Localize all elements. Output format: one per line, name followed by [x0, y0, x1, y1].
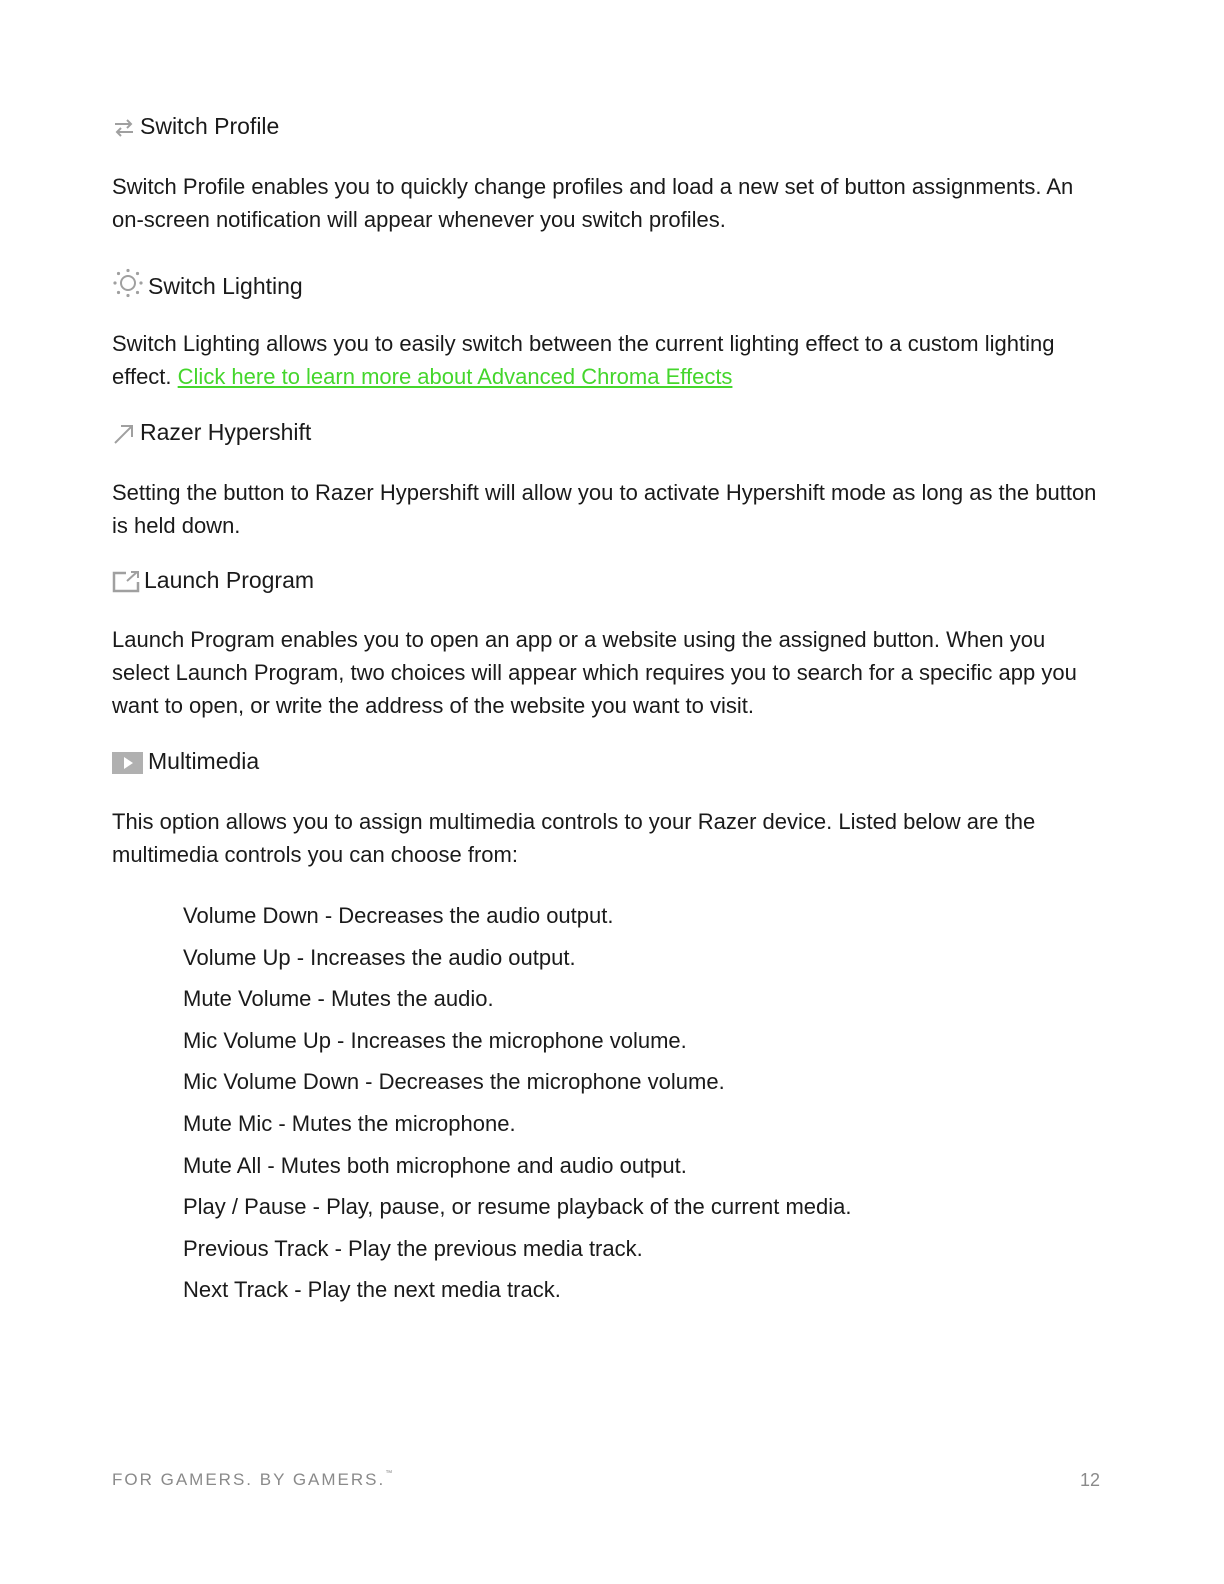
section-body — [112, 327, 1102, 393]
list-item: Next Track - Play the next media track. — [183, 1277, 561, 1303]
advanced-chroma-effects-link[interactable]: Click here to learn more about Advanced Chroma Effects — [177, 364, 733, 389]
section-title: Multimedia — [148, 748, 260, 774]
list-item: Mic Volume Up - Increases the microphone volume. — [183, 1027, 687, 1053]
section-body: Switch Profile enables you to quickly change profiles and load a new set of button assignments. An on-screen notification will appear whenever you switch profiles. — [112, 174, 1074, 232]
play-icon — [112, 751, 144, 775]
section-heading-multimedia — [112, 747, 259, 775]
diagonal-arrow-icon — [112, 422, 136, 446]
trademark-symbol: ™ — [385, 1470, 393, 1477]
multimedia-controls-list — [183, 898, 851, 1314]
list-item: Volume Down - Decreases the audio output. — [183, 903, 614, 928]
list-item: Mute Volume - Mutes the audio. — [183, 986, 494, 1012]
section-title: Switch Lighting — [148, 273, 303, 299]
list-item: Play / Pause - Play, pause, or resume playback of the current media. — [183, 1194, 852, 1220]
sun-icon — [112, 268, 144, 300]
section-body-text: Switch Lighting allows you to easily switch between the current lighting effect to a custom lighting effect. — [112, 331, 1055, 389]
section-body: Launch Program enables you to open an app or a website using the assigned button. When you select Launch Program, two choices will appear which requires you to search for a specific app you want to open, or write the address of the website you want to visit. — [112, 627, 1077, 718]
section-body: This option allows you to assign multimedia controls to your Razer device. Listed below are the multimedia controls you can choose from: — [112, 809, 1036, 867]
section-title: Razer Hypershift — [140, 419, 312, 445]
footer-tagline-text: FOR GAMERS. BY GAMERS. — [112, 1470, 386, 1489]
section-heading-launch-program — [112, 566, 314, 594]
list-item: Previous Track - Play the previous media track. — [183, 1235, 643, 1261]
section-title: Launch Program — [144, 567, 315, 593]
footer-tagline — [112, 1470, 392, 1490]
page-number: 12 — [1079, 1470, 1100, 1490]
list-item: Volume Up - Increases the audio output. — [183, 944, 576, 970]
switch-arrows-icon — [112, 116, 136, 140]
section-title: Switch Profile — [140, 113, 280, 139]
section-heading-razer-hypershift — [112, 418, 311, 446]
list-item: Mic Volume Down - Decreases the microphone volume. — [183, 1069, 725, 1095]
section-heading-switch-profile — [112, 112, 279, 140]
section-body: Setting the button to Razer Hypershift will allow you to activate Hypershift mode as long as the button is held down. — [112, 480, 1097, 538]
list-item: Mute Mic - Mutes the microphone. — [183, 1110, 516, 1136]
launch-window-icon — [112, 570, 140, 594]
section-heading-switch-lighting — [112, 268, 303, 300]
list-item: Mute All - Mutes both microphone and audio output. — [183, 1152, 687, 1178]
